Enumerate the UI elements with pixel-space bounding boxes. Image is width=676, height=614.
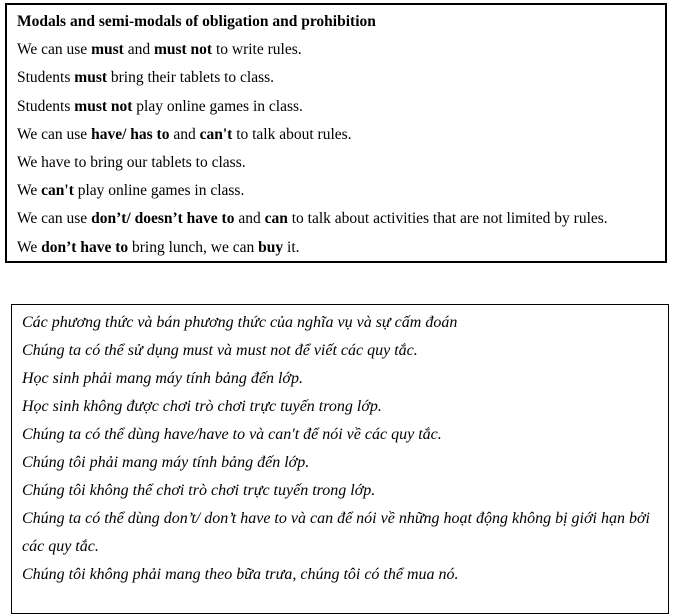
text-segment: Học sinh không được chơi trò chơi trực tuyến trong lớp. <box>22 398 382 415</box>
text-segment: it. <box>283 238 300 256</box>
bold-text-segment: Modals and semi-modals of obligation and prohibition <box>17 13 376 30</box>
paragraph-line <box>22 337 654 365</box>
bold-text-segment: can <box>264 210 288 228</box>
paragraph-line <box>22 421 654 449</box>
paragraph-line <box>17 121 657 149</box>
paragraph-line <box>22 505 654 561</box>
text-segment: We can use <box>17 41 92 59</box>
text-segment: Các phương thức và bán phương thức của nghĩa vụ và sự cấm đoán <box>22 314 458 331</box>
bold-text-segment: don’t have to <box>41 238 129 256</box>
paragraph-line <box>17 64 657 92</box>
text-segment: Học sinh phải mang máy tính bảng đến lớp. <box>22 370 303 387</box>
paragraph-line <box>17 149 657 177</box>
bold-text-segment: can't <box>41 182 74 200</box>
text-segment: play online games in class. <box>73 182 245 200</box>
text-segment: and <box>169 125 200 143</box>
text-segment: Chúng tôi không thể chơi trò chơi trực tuyến trong lớp. <box>22 482 376 499</box>
text-segment: We <box>17 182 42 200</box>
text-segment: to write rules. <box>212 41 302 59</box>
text-segment: We <box>17 238 42 256</box>
bold-text-segment: must <box>91 41 124 59</box>
text-segment: and <box>234 210 265 228</box>
text-segment: Chúng tôi không phải mang theo bữa trưa, chúng tôi có thể mua nó. <box>22 566 459 583</box>
translation-box-vietnamese <box>11 304 669 614</box>
text-segment: bring their tablets to class. <box>107 69 275 87</box>
text-segment: Students <box>17 69 75 87</box>
paragraph-line <box>22 309 654 337</box>
text-segment: to talk about activities that are not limited by rules. <box>287 210 608 228</box>
text-segment: play online games in class. <box>132 97 303 115</box>
paragraph-line <box>22 477 654 505</box>
bold-text-segment: must not <box>153 41 213 59</box>
text-segment: Chúng tôi phải mang máy tính bảng đến lớp. <box>22 454 310 471</box>
paragraph-line <box>17 36 657 64</box>
paragraph-line <box>17 234 657 262</box>
text-segment: Chúng ta có thể dùng have/have to và can't để nói về các quy tắc. <box>22 426 442 443</box>
grammar-note-box-english <box>5 3 667 263</box>
bold-text-segment: buy <box>258 238 284 256</box>
paragraph-line <box>22 561 654 589</box>
text-segment: We have to bring our tablets to class. <box>17 154 246 172</box>
text-segment: Students <box>17 97 75 115</box>
paragraph-line <box>17 177 657 205</box>
bold-text-segment: can't <box>199 125 233 143</box>
paragraph-line <box>17 93 657 121</box>
bold-text-segment: don’t/ doesn’t have to <box>91 210 235 228</box>
text-segment: and <box>123 41 154 59</box>
paragraph-line <box>17 205 657 233</box>
text-segment: Chúng ta có thể dùng don’t/ don’t have to và can để nói về những hoạt động không bị giới hạn bởi các quy tắc. <box>22 510 650 555</box>
text-segment: Chúng ta có thể sử dụng must và must not để viết các quy tắc. <box>22 342 418 359</box>
bold-text-segment: must not <box>74 97 133 115</box>
paragraph-line <box>22 393 654 421</box>
text-segment: We can use <box>17 125 92 143</box>
text-segment: to talk about rules. <box>232 125 352 143</box>
paragraph-line <box>22 449 654 477</box>
paragraph-line <box>17 8 657 36</box>
bold-text-segment: must <box>74 69 108 87</box>
bold-text-segment: have/ has to <box>91 125 170 143</box>
paragraph-line <box>22 365 654 393</box>
text-segment: bring lunch, we can <box>128 238 259 256</box>
text-segment: We can use <box>17 210 92 228</box>
